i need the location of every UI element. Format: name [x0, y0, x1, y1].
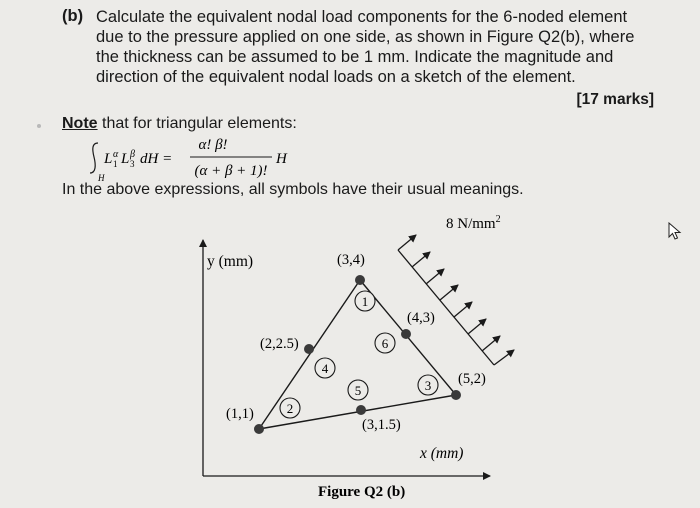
node-number-5: [348, 380, 368, 400]
formula-sup2: β: [130, 149, 135, 160]
question-line: Calculate the equivalent nodal load components for the 6-noded element: [96, 8, 628, 26]
question-line: direction of the equivalent nodal loads on a sketch of the element.: [96, 68, 576, 86]
svg-text:3: 3: [424, 378, 432, 393]
pressure-arrow: [482, 336, 500, 351]
meanings-text: In the above expressions, all symbols have their usual meanings.: [62, 181, 524, 198]
x-axis-label: x (mm): [420, 445, 464, 462]
marks-label: [17 marks]: [576, 91, 654, 108]
coord-label-n5: (5,2): [458, 371, 486, 387]
formula-differential: dH =: [140, 151, 173, 167]
formula-sup1: α: [113, 149, 119, 160]
coord-label-n4: (4,3): [407, 310, 435, 326]
coord-label-n6: (3,1.5): [362, 417, 401, 433]
node-dot: [355, 275, 365, 285]
pressure-arrow: [426, 269, 444, 284]
y-axis-label: y (mm): [207, 253, 254, 270]
note-keyword: Note: [62, 115, 98, 132]
node-number-6: [375, 333, 395, 353]
pressure-arrow: [440, 285, 458, 300]
pressure-arrow: [398, 235, 416, 250]
svg-text:6: 6: [381, 336, 389, 351]
svg-text:2: 2: [286, 401, 294, 416]
formula-sub1: 1: [113, 159, 118, 169]
pressure-arrow: [454, 302, 472, 317]
node-dot: [451, 390, 461, 400]
mouse-pointer-icon: [668, 222, 682, 240]
node-number-2: [280, 398, 300, 418]
note-text: that for triangular elements:: [97, 115, 297, 132]
node-number-3: [418, 375, 438, 395]
node-dot: [401, 329, 411, 339]
formula-domain: H: [98, 173, 105, 183]
svg-text:5: 5: [354, 383, 362, 398]
node-number-1: [355, 291, 375, 311]
pressure-arrow: [412, 252, 430, 267]
coord-label-n1: (1,1): [226, 406, 254, 422]
question-label: (b): [62, 7, 84, 25]
svg-text:1: 1: [361, 294, 369, 309]
svg-text:4: 4: [321, 361, 329, 376]
element-edge-left: [259, 280, 360, 429]
formula-numerator: α! β!: [198, 137, 228, 153]
question-line: the thickness can be assumed to be 1 mm. Indicate the magnitude and: [96, 48, 614, 66]
coord-label-n3: (3,4): [337, 252, 365, 268]
formula-l1: L: [104, 151, 113, 167]
formula-rhs: H: [276, 151, 287, 167]
node-dot: [356, 405, 366, 415]
question-line: due to the pressure applied on one side, as shown in Figure Q2(b), where: [96, 28, 635, 46]
node-dot: [304, 344, 314, 354]
node-number-4: [315, 358, 335, 378]
figure-caption: Figure Q2 (b): [318, 484, 406, 500]
pressure-label: 8 $N/mm^2$: [446, 214, 501, 232]
pressure-arrow: [468, 319, 486, 334]
coord-label-n2: (2,2.5): [260, 336, 299, 352]
formula-sub2: 3: [130, 159, 135, 169]
formula-denominator: (α + β + 1)!: [194, 163, 268, 179]
pressure-arrow: [494, 350, 514, 365]
node-dot: [254, 424, 264, 434]
formula-l3: L: [121, 151, 130, 167]
